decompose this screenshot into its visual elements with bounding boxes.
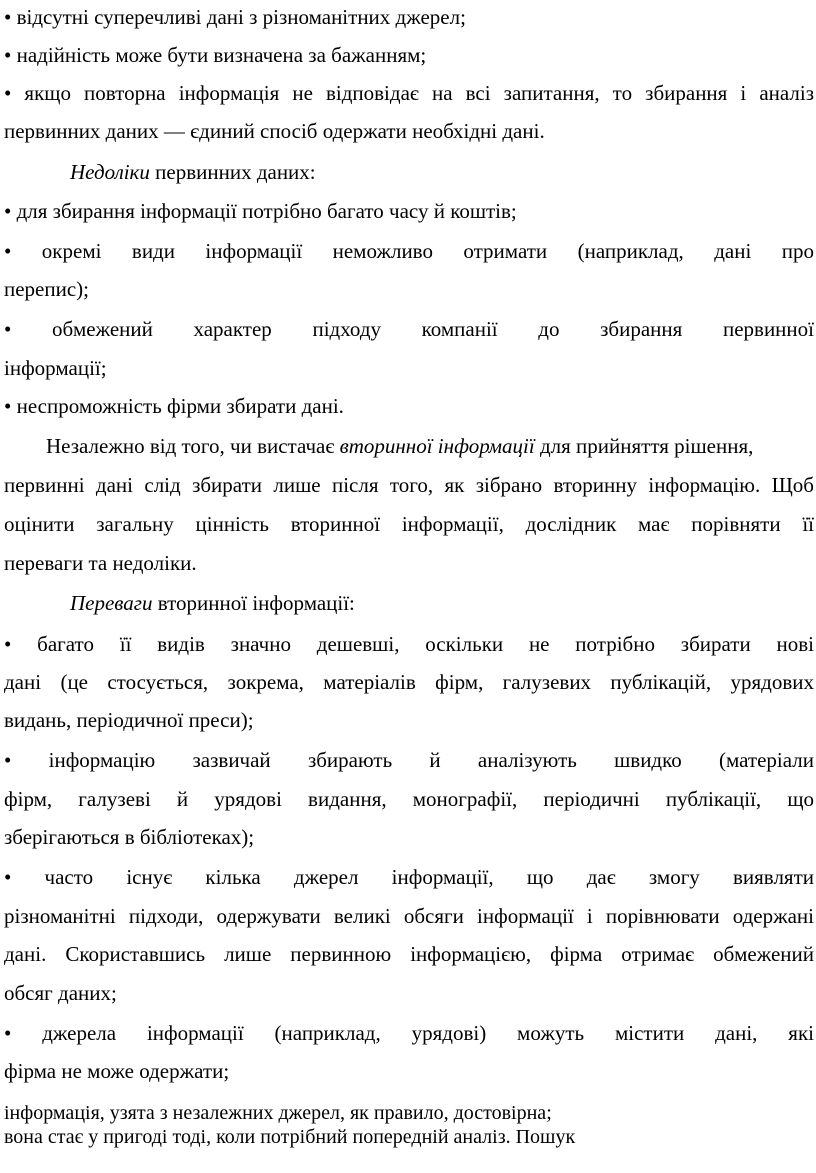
heading-advantages: Переваги (70, 591, 153, 615)
text-line: • якщо повторна інформація не відповідає на всі запитання, то збирання і аналіз (4, 81, 814, 105)
heading-rest: первинних даних: (155, 160, 316, 184)
text-line: • відсутні суперечливі дані з різноманітних джерел; (4, 5, 466, 29)
text-line: • джерела інформації (наприклад, урядові) можуть містити дані, які (4, 1021, 814, 1045)
text-line: • інформацію зазвичай збирають й аналізують швидко (матеріали (4, 748, 814, 772)
text-line: • багато її видів значно дешевші, оскільки не потрібно збирати нові (4, 632, 814, 656)
text-line: • часто існує кілька джерел інформації, що дає змогу виявляти (4, 865, 814, 889)
text-line: фірм, галузеві й урядові видання, монографії, періодичні публікації, що (4, 787, 814, 811)
text-line: • окремі види інформації неможливо отримати (наприклад, дані про (4, 239, 814, 263)
text-line: різноманітні підходи, одержувати великі обсяги інформації і порівнювати одержані (4, 904, 814, 928)
paragraph-first-line: Незалежно від того, чи вистачає вторинної інформації для прийняття рішення, (46, 434, 754, 458)
text-line: оцінити загальну цінність вторинної інформації, дослідник має порівняти її (4, 512, 814, 536)
text-line: вона стає у пригоді тоді, коли потрібний попередній аналіз. Пошук (4, 1126, 576, 1148)
text-line: • обмежений характер підходу компанії до збирання первинної (4, 317, 814, 341)
text-line: видань, періодичної преси); (4, 708, 254, 732)
text-line: • для збирання інформації потрібно багато часу й коштів; (4, 199, 517, 223)
heading-rest: вторинної інформації: (157, 591, 355, 615)
text-line: • надійність може бути визначена за бажанням; (4, 43, 427, 67)
text-line: дані. Скориставшись лише первинною інформацією, фірма отримає обмежений (4, 942, 814, 966)
text-line: фірма не може одержати; (4, 1059, 230, 1083)
heading-disadvantages: Недоліки (70, 160, 150, 184)
text-line: перепис); (4, 277, 90, 301)
text-line: первинних даних — єдиний спосіб одержати необхідні дані. (4, 119, 545, 143)
text-line: первинні дані слід збирати лише після того, як зібрано вторинну інформацію. Щоб (4, 473, 814, 497)
text-line: інформації; (4, 356, 107, 380)
text-line: зберігаються в бібліотеках); (4, 825, 255, 849)
text-line: інформація, узята з незалежних джерел, як правило, достовірна; (4, 1102, 552, 1124)
text-line: • неспроможність фірми збирати дані. (4, 394, 344, 418)
emphasis-secondary-info: вторинної інформації (339, 434, 535, 458)
text-line: переваги та недоліки. (4, 551, 197, 575)
section-heading-line (70, 159, 814, 185)
text-line: дані (це стосується, зокрема, матеріалів фірм, галузевих публікацій, урядових (4, 670, 814, 694)
section-heading-line (70, 590, 814, 616)
text-line: обсяг даних; (4, 981, 117, 1005)
